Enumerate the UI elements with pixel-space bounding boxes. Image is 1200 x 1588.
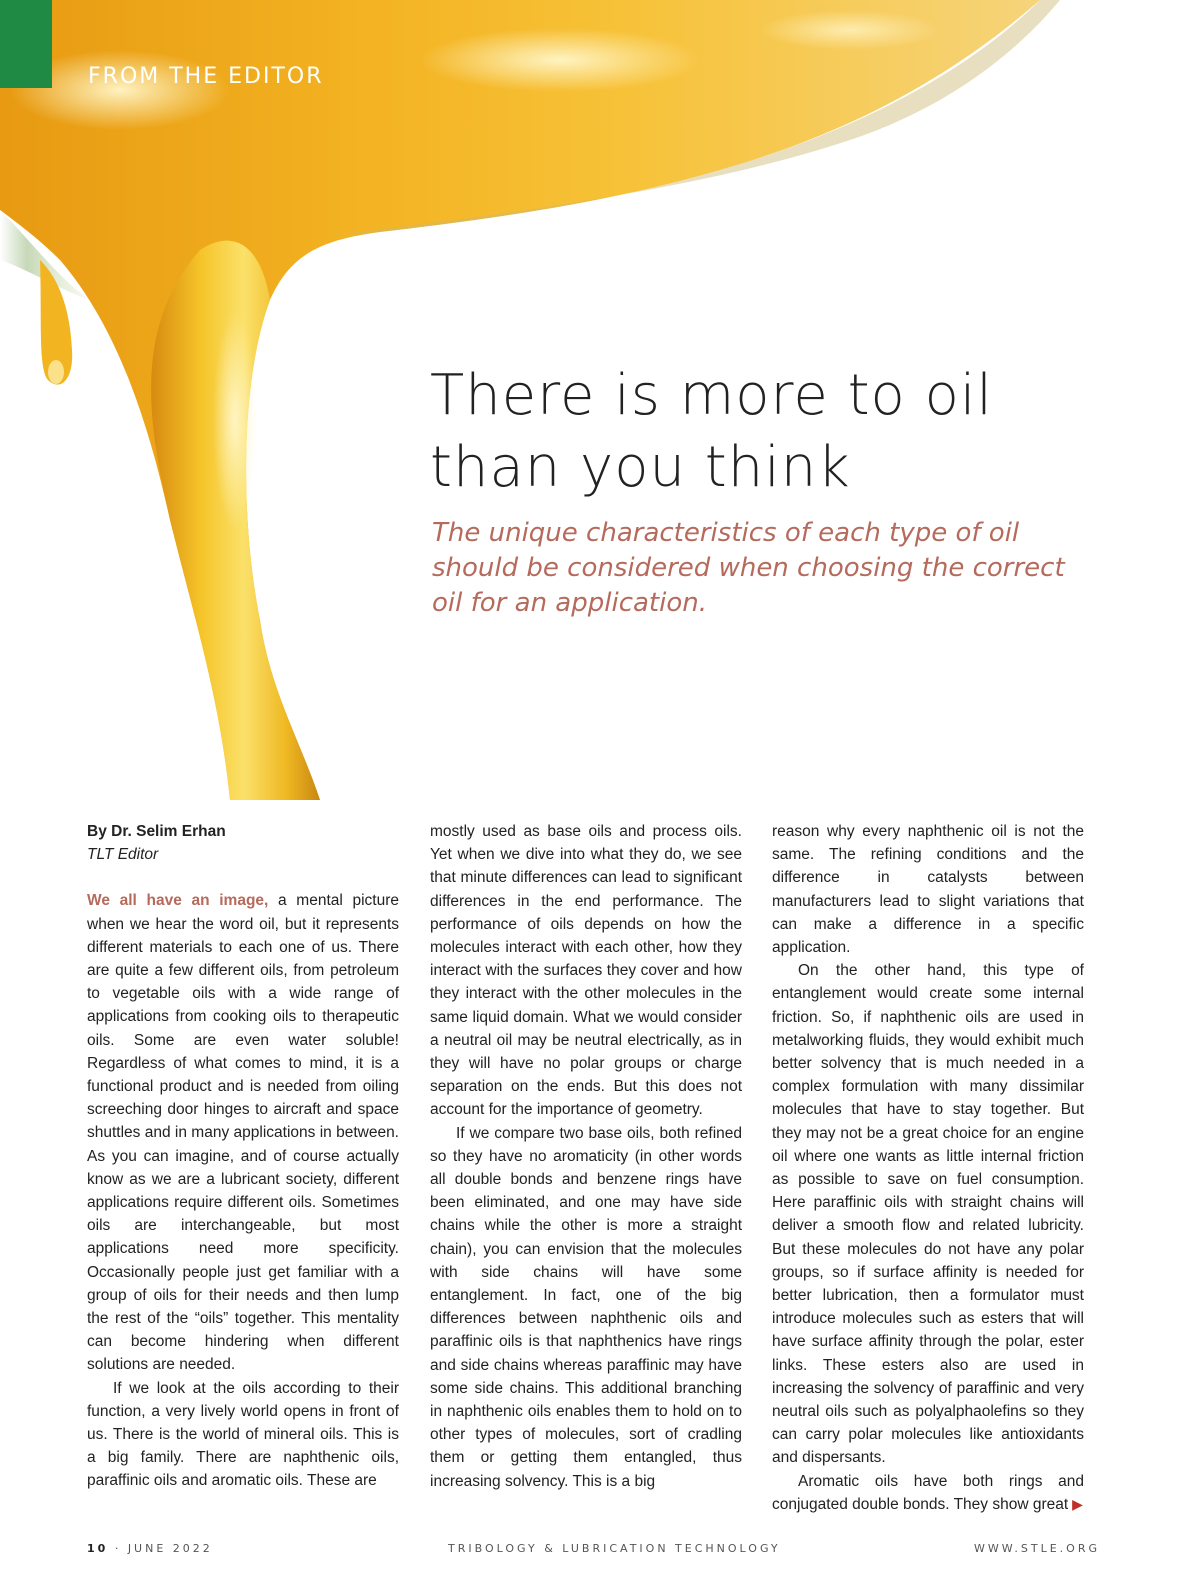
byline-role: TLT Editor <box>87 846 159 864</box>
footer-page-info <box>87 1542 213 1555</box>
article-headline <box>430 360 1110 504</box>
paragraph-text: a mental picture when we hear the word oil, but it represents different materials to each one of us. There are quite a few different oils, from petroleum to vegetable oils with a wide range of applications from cooking oils to therapeutic oils. Some are even water soluble! Regardless of what comes to mind, it is a functional product and is needed from oiling screeching door hinges to aircraft and space shuttles and in many applications in between. As you can imagine, and of course actually know as we are a lubricant society, different applications require different oils. Sometimes oils are interchangeable, but most applications need more specificity. Occasionally people just get familiar with a group of oils for their needs and then lump the rest of the “oils” together. This mentality can become hindering when different solutions are needed. <box>87 892 399 1374</box>
paragraph: If we compare two base oils, both refined so they have no aromaticity (in other words all double bonds and benzene rings have been eliminated, and one may have side chains while the other is more a straight chain), you can envision that the molecules with side chains will have some entanglement. In fact, one of the big differences between naphthenic oils and paraffinic oils is that naphthenics have rings and side chains whereas paraffinic may have some side chains. This additional branching in naphthenic oils enables them to hold on to other types of molecules, sort of cradling them or getting them entangled, thus increasing solvency. This is a big <box>430 1124 742 1490</box>
headline-line-2: than you think <box>430 435 851 500</box>
continue-arrow-icon: ▶ <box>1072 1495 1083 1512</box>
paragraph <box>87 889 399 1376</box>
paragraph: On the other hand, this type of entanglement would create some internal friction. So, if naphthenic oils are used in metalworking fluids, they would exhibit much better solvency that is much needed in a complex formulation with many dissimilar molecules that have to stay together. But they may not be a great choice for an engine oil where one wants as little internal friction as possible to save on fuel consumption. Here paraffinic oils with straight chains will deliver a smooth flow and related lubricity. But these molecules do not have any polar groups, so if surface affinity is needed for better lubrication, then a formulator must introduce molecules such as esters that will have surface affinity through the polar, ester links. These esters also are used in increasing the solvency of paraffinic and very neutral oils such as polyalphaolefins so they can carry polar molecules like antioxidants and dispersants. <box>772 962 1084 1467</box>
footer-separator: · <box>114 1542 122 1555</box>
issue-date: JUNE 2022 <box>127 1542 213 1555</box>
section-label: FROM THE EDITOR <box>88 64 324 89</box>
paragraph: If we look at the oils according to their function, a very lively world opens in front of us. There is the world of mineral oils. This is a big family. There are naphthenic oils, paraffinic oils and aromatic oils. These are <box>87 1379 399 1490</box>
green-accent-tab <box>0 0 52 88</box>
page-number: 10 <box>87 1542 109 1555</box>
column-2 <box>430 820 742 1493</box>
lead-in: We all have an image, <box>87 892 269 910</box>
publication-name: TRIBOLOGY & LUBRICATION TECHNOLOGY <box>448 1542 781 1555</box>
paragraph: mostly used as base oils and process oils. Yet when we dive into what they do, we see that minute differences can lead to significant differences in the end performance. The performance of oils depends on how the molecules interact with each other, how they interact with the surfaces they cover and how they interact with the other molecules in the same liquid domain. What we would consider a neutral oil may be neutral electrically, as in they will have no polar groups or charge separation on the ends. But this does not account for the importance of geometry. <box>430 823 742 1119</box>
paragraph-text: Aromatic oils have both rings and conjugated double bonds. They show great <box>772 1472 1084 1513</box>
article-deck: The unique characteristics of each type of oil should be considered when choosing the correct oil for an application. <box>432 518 1065 618</box>
website-link[interactable]: WWW.STLE.ORG <box>974 1542 1100 1555</box>
column-1 <box>87 820 399 1493</box>
paragraph: reason why every naphthenic oil is not the same. The refining conditions and the difference in catalysts between manufacturers lead to slight variations that can make a difference in a specific application. <box>772 823 1084 957</box>
byline: By Dr. Selim Erhan <box>87 823 226 840</box>
column-3 <box>772 820 1084 1516</box>
headline-line-1: There is more to oil <box>430 363 993 428</box>
paragraph <box>772 1470 1084 1516</box>
